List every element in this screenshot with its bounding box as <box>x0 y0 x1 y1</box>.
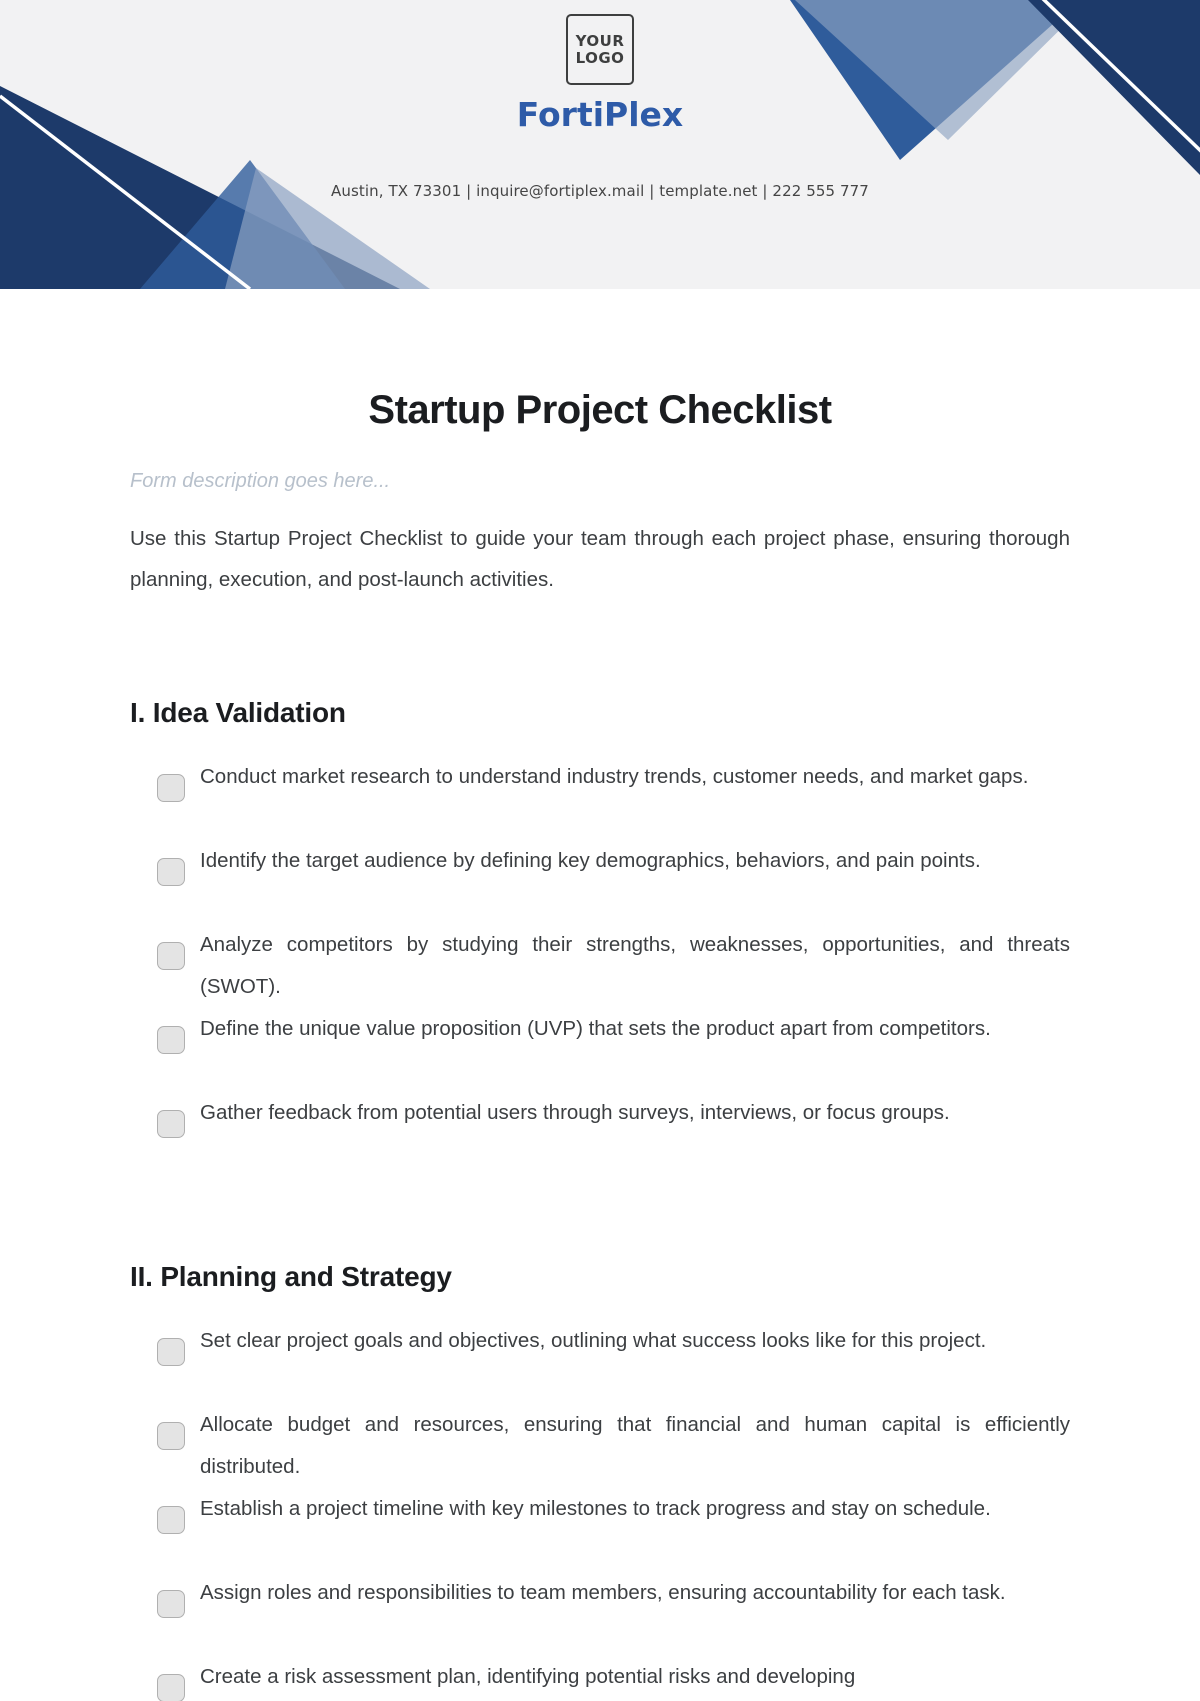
checkbox-column <box>130 1092 200 1138</box>
logo <box>566 14 634 85</box>
checkbox-column <box>130 756 200 802</box>
check-item-text: Conduct market research to understand industry trends, customer needs, and market gaps. <box>200 765 1029 788</box>
check-item-text: Establish a project timeline with key milestones to track progress and stay on schedule. <box>200 1497 991 1520</box>
check-item <box>130 840 1070 924</box>
checkbox[interactable] <box>157 1422 185 1450</box>
checkbox[interactable] <box>157 1026 185 1054</box>
checkbox-column <box>130 840 200 886</box>
checkbox-column <box>130 1572 200 1618</box>
check-item-text: Identify the target audience by defining key demographics, behaviors, and pain points. <box>200 849 981 872</box>
section-heading-1: I. Idea Validation <box>130 697 346 728</box>
checkbox[interactable] <box>157 942 185 970</box>
form-body <box>0 384 1200 1701</box>
checkbox[interactable] <box>157 1674 185 1701</box>
form-description-field[interactable]: Form description goes here... <box>130 470 391 492</box>
check-item <box>130 1572 1070 1656</box>
checkbox[interactable] <box>157 1338 185 1366</box>
checkbox[interactable] <box>157 774 185 802</box>
checkbox[interactable] <box>157 1110 185 1138</box>
checkbox-column <box>130 1008 200 1054</box>
check-item-text: Create a risk assessment plan, identifying potential risks and developing <box>200 1665 856 1688</box>
check-item-text: Set clear project goals and objectives, outlining what success looks like for this project. <box>200 1329 987 1352</box>
check-item <box>130 1092 1070 1176</box>
check-item-text: Analyze competitors by studying their strengths, weaknesses, opportunities, and threats (SWOT). <box>200 933 1070 998</box>
checkbox[interactable] <box>157 1506 185 1534</box>
check-item <box>130 1320 1070 1404</box>
check-item-text: Assign roles and responsibilities to team members, ensuring accountability for each task. <box>200 1581 1006 1604</box>
logo-text-line1: YOUR <box>575 31 625 50</box>
letterhead <box>0 0 1200 289</box>
contact-line: Austin, TX 73301 | inquire@fortiplex.mail | template.net | 222 555 777 <box>331 182 869 200</box>
form-title: Startup Project Checklist <box>368 388 832 432</box>
check-list-2 <box>130 1320 1070 1701</box>
checkbox-column <box>130 1656 200 1701</box>
sections <box>130 696 1070 1701</box>
checkbox[interactable] <box>157 1590 185 1618</box>
check-item <box>130 1488 1070 1572</box>
checkbox[interactable] <box>157 858 185 886</box>
logo-text-line2: LOGO <box>575 48 625 67</box>
check-item-text: Allocate budget and resources, ensuring that financial and human capital is efficiently distributed. <box>200 1413 1070 1478</box>
intro-paragraph: Use this Startup Project Checklist to guide your team through each project phase, ensuring thorough planning, execution, and post-launch activities. <box>130 527 1070 591</box>
section-heading-2: II. Planning and Strategy <box>130 1261 452 1292</box>
check-item <box>130 1008 1070 1092</box>
check-item-text: Gather feedback from potential users through surveys, interviews, or focus groups. <box>200 1101 950 1124</box>
check-item-text: Define the unique value proposition (UVP) that sets the product apart from competitors. <box>200 1017 991 1040</box>
check-list-1 <box>130 756 1070 1176</box>
checkbox-column <box>130 1404 200 1450</box>
check-item <box>130 1404 1070 1488</box>
checkbox-column <box>130 1320 200 1366</box>
check-item <box>130 924 1070 1008</box>
check-item <box>130 756 1070 840</box>
company-name: FortiPlex <box>516 95 684 134</box>
checkbox-column <box>130 924 200 970</box>
letterhead-content <box>0 0 1200 289</box>
check-item <box>130 1656 1070 1701</box>
checkbox-column <box>130 1488 200 1534</box>
